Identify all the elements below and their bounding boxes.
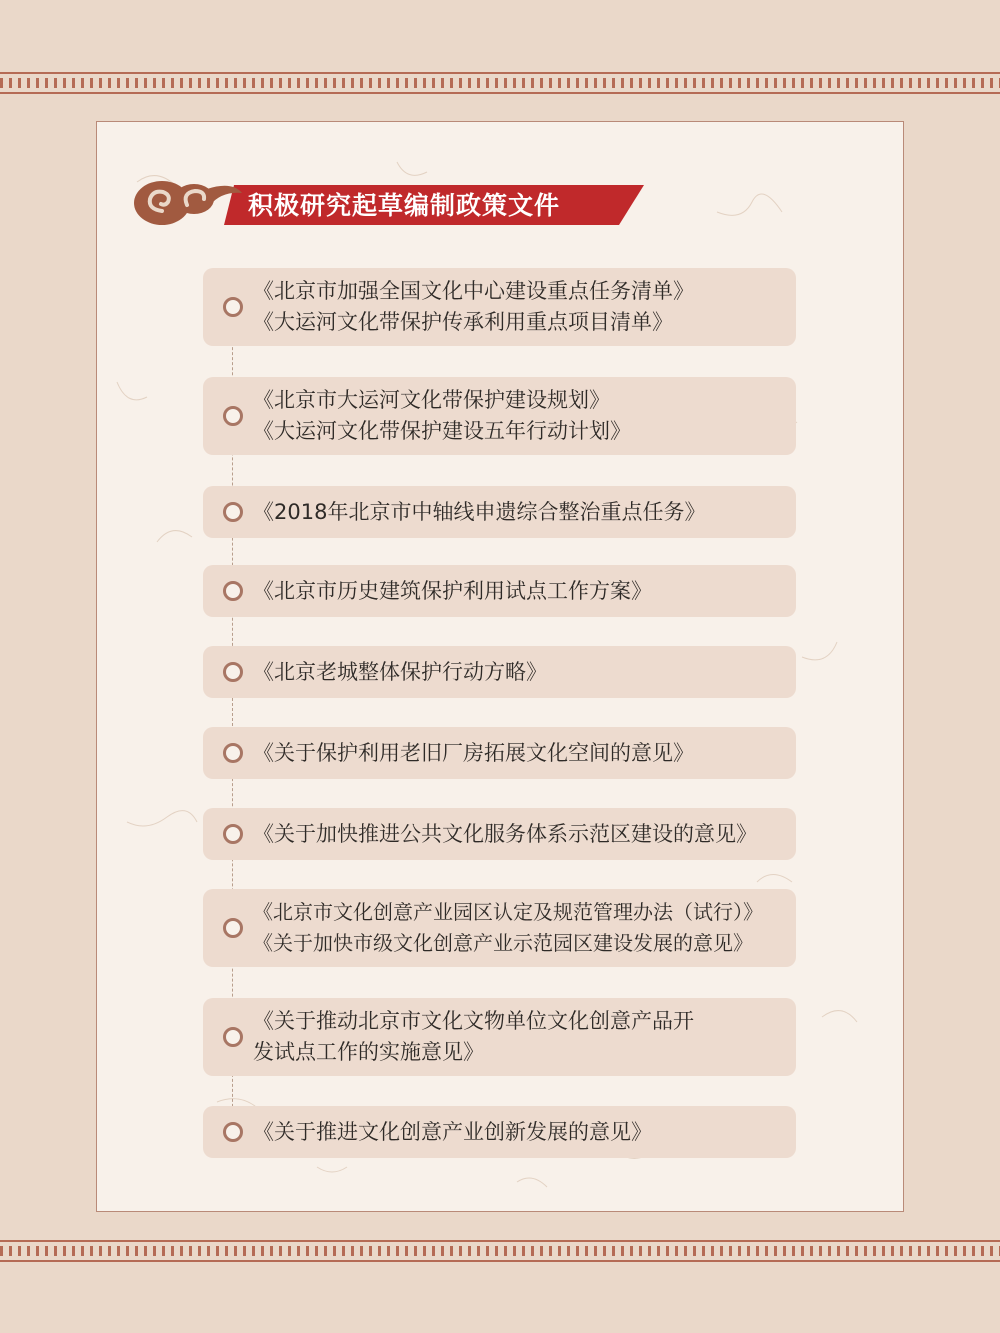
document-item [203,486,796,538]
auspicious-cloud-icon [132,175,242,231]
ring-bullet-icon [223,1027,243,1047]
document-title: 《北京市加强全国文化中心建设重点任务清单》 《大运河文化带保护传承利用重点项目清单》 [253,279,694,334]
document-title: 《北京市文化创意产业园区认定及规范管理办法（试行）》 《关于加快市级文化创意产业示范园区建设发展的意见》 [253,900,763,955]
document-item [203,889,796,967]
document-item [203,268,796,346]
document-item [203,727,796,779]
document-title: 《2018年北京市中轴线申遗综合整治重点任务》 [253,499,706,524]
ring-bullet-icon [223,743,243,763]
document-item [203,1106,796,1158]
document-item [203,565,796,617]
document-title: 《关于推进文化创意产业创新发展的意见》 [253,1119,652,1144]
ring-bullet-icon [223,581,243,601]
ring-bullet-icon [223,918,243,938]
ring-bullet-icon [223,502,243,522]
document-title: 《北京市历史建筑保护利用试点工作方案》 [253,578,652,603]
document-title: 《北京市大运河文化带保护建设规划》 《大运河文化带保护建设五年行动计划》 [253,388,631,443]
document-title: 《关于加快推进公共文化服务体系示范区建设的意见》 [253,821,757,846]
bottom-fret-border [0,1240,1000,1262]
ring-bullet-icon [223,662,243,682]
document-item [203,808,796,860]
ring-bullet-icon [223,297,243,317]
document-title: 《北京老城整体保护行动方略》 [253,659,547,684]
document-item [203,998,796,1076]
document-item [203,646,796,698]
ring-bullet-icon [223,1122,243,1142]
document-title: 《关于推动北京市文化文物单位文化创意产品开 发试点工作的实施意见》 [253,1009,694,1064]
ring-bullet-icon [223,824,243,844]
section-title: 积极研究起草编制政策文件 [248,191,561,220]
top-fret-border [0,72,1000,94]
ring-bullet-icon [223,406,243,426]
document-title: 《关于保护利用老旧厂房拓展文化空间的意见》 [253,740,694,765]
document-item [203,377,796,455]
